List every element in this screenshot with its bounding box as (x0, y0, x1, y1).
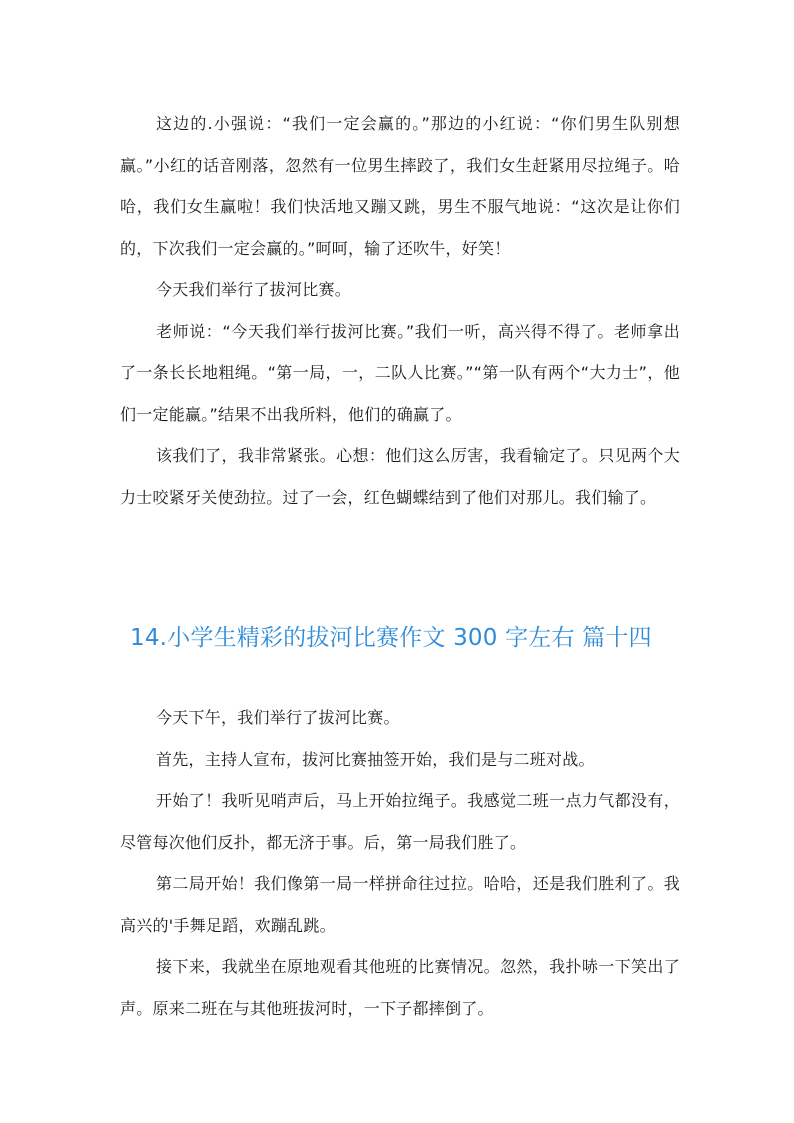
paragraph: 该我们了，我非常紧张。心想：他们这么厉害，我看输定了。只见两个大力士咬紧牙关使劲拉。过了一会，红色蝴蝶结到了他们对那儿。我们输了。 (120, 446, 680, 507)
paragraph: 接下来，我就坐在原地观看其他班的比赛情况。忽然，我扑哧一下笑出了声。原来二班在与其他班拔河时，一下子都摔倒了。 (120, 957, 680, 1018)
paragraph: 首先，主持人宣布，拔河比赛抽签开始，我们是与二班对战。 (156, 749, 595, 769)
paragraph: 第二局开始！我们像第一局一样拼命往过拉。哈哈，还是我们胜利了。我高兴的'手舞足蹈，欢蹦乱跳。 (120, 874, 680, 935)
paragraph: 今天下午，我们举行了拔河比赛。 (156, 708, 400, 727)
paragraph: 开始了！我听见哨声后，马上开始拉绳子。我感觉二班一点力气都没有，尽管每次他们反扑，都无济于事。后，第一局我们胜了。 (120, 791, 680, 852)
paragraph: 老师说：“今天我们举行拔河比赛。”我们一听，高兴得不得了。老师拿出了一条长长地粗绳。“第一局，一，二队人比赛。”“第一队有两个“大力士”，他们一定能赢。”结果不出我所料，他们的确赢了。 (120, 321, 680, 424)
paragraph: 这边的.小强说：“我们一定会赢的。”那边的小红说：“你们男生队别想赢。”小红的话音刚落，忽然有一位男生摔跤了，我们女生赶紧用尽拉绳子。哈哈，我们女生赢啦！我们快活地又蹦又跳，男生不服气地说：“这次是让你们的，下次我们一定会赢的。”呵呵，输了还吹牛，好笑！ (120, 114, 680, 258)
essay-heading: 14.小学生精彩的拔河比赛作文 300 字左右 篇十四 (130, 625, 652, 651)
essay-section-previous (120, 103, 680, 518)
paragraph: 今天我们举行了拔河比赛。 (156, 280, 352, 299)
essay-section-fourteen (120, 697, 680, 1029)
